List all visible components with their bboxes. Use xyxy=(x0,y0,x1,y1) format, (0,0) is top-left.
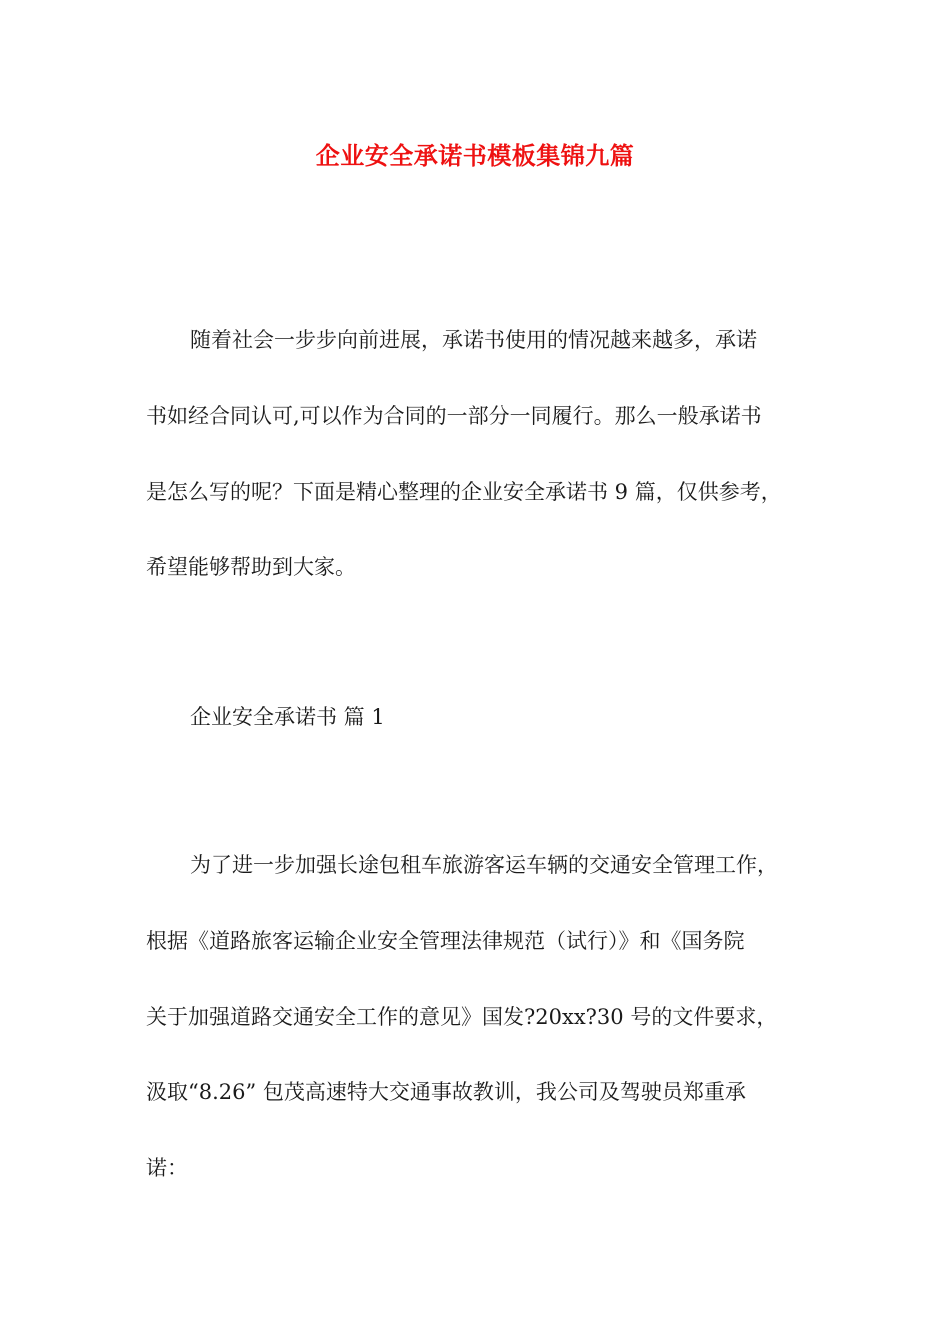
body-line: 为了进一步加强长途包租车旅游客运车辆的交通安全管理工作， xyxy=(190,853,778,877)
document-title: 企业安全承诺书模板集锦九篇 xyxy=(315,142,635,170)
intro-line: 希望能够帮助到大家。 xyxy=(146,555,356,579)
intro-line: 是怎么写的呢？下面是精心整理的企业安全承诺书 9 篇，仅供参考， xyxy=(146,480,782,504)
body-line: 汲取“8.26” 包茂高速特大交通事故教训，我公司及驾驶员郑重承 xyxy=(146,1080,746,1104)
body-line: 诺： xyxy=(146,1156,188,1180)
section-heading: 企业安全承诺书 篇 1 xyxy=(190,705,385,729)
intro-line: 书如经合同认可,可以作为合同的一部分一同履行。那么一般承诺书 xyxy=(146,404,762,428)
body-line: 根据《道路旅客运输企业安全管理法律规范（试行）》和《国务院 xyxy=(146,929,745,953)
intro-line: 随着社会一步步向前进展，承诺书使用的情况越来越多，承诺 xyxy=(190,328,757,352)
body-line: 关于加强道路交通安全工作的意见》国发?20xx?30 号的文件要求， xyxy=(146,1005,778,1029)
